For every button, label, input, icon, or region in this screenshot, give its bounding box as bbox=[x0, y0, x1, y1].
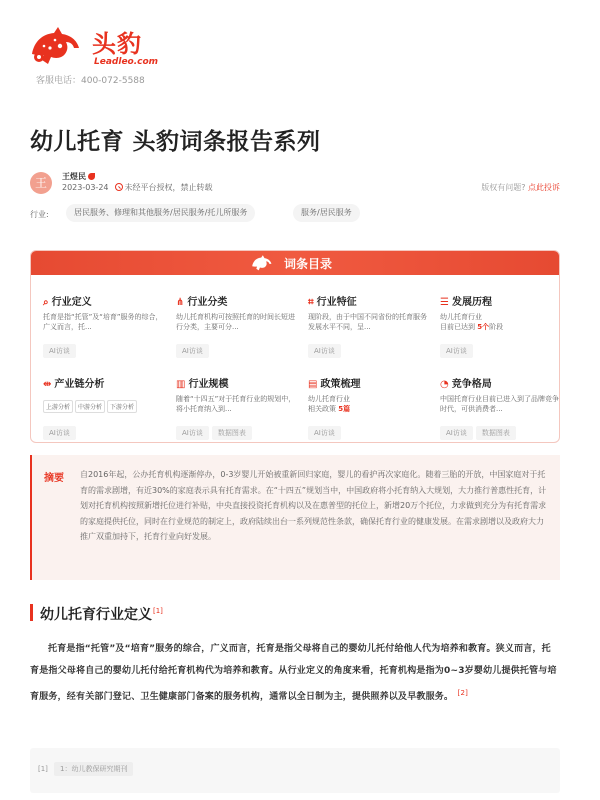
rights-notice: 未经平台授权，禁止转载 bbox=[124, 183, 213, 192]
leopard-logo-icon bbox=[30, 24, 82, 68]
catalog-item-desc: 现阶段，由于中国不同省份的托育服务发展水平不同，呈... bbox=[308, 313, 427, 331]
catalog-panel bbox=[30, 250, 560, 443]
catalog-item-title: 行业特征 bbox=[316, 297, 357, 308]
catalog-title: 词条目录 bbox=[284, 257, 333, 271]
catalog-item-industry-chain[interactable] bbox=[43, 375, 163, 440]
ai-interview-button[interactable]: AI访谈 bbox=[176, 344, 209, 358]
desc-text: 阶段 bbox=[489, 323, 504, 331]
ai-interview-button[interactable]: AI访谈 bbox=[440, 344, 473, 358]
catalog-item-classification[interactable] bbox=[176, 293, 296, 358]
desc-highlight: 5篇 bbox=[338, 405, 351, 413]
ai-interview-button[interactable]: AI访谈 bbox=[176, 426, 209, 440]
data-chart-button[interactable]: 数据图表 bbox=[212, 426, 252, 440]
page-title: 幼儿托育 头豹词条报告系列 bbox=[30, 129, 321, 155]
brand-name: 头豹 bbox=[92, 30, 142, 58]
ai-interview-button[interactable]: AI访谈 bbox=[308, 344, 341, 358]
service-phone: 客服电话：400-072-5588 bbox=[36, 76, 145, 86]
scale-icon: ▥ bbox=[176, 379, 186, 390]
catalog-header bbox=[31, 251, 559, 275]
header-faint-line bbox=[0, 0, 600, 6]
summary-text: 自2016年起，公办托育机构逐渐停办，0-3岁婴儿开始被重新回归家庭，婴儿的看护再次家庭化。随着三胎的开放，中国家庭对于托育的需求剧增，有近30%的家庭表示具有托育需求。在“十四五”规划当中，中国政府将小托育纳入大规划，大力推行普惠性托育，计划对托育机构按照新增托位进行补贴，中央直接投资托育机构以及在惠普型的托位上，新增20万个托位，力求做到充分为有托育需求的家庭提供托位，同时在行业规范的制定上，政府陆续出台一系列规范性条款，确保托育行业的健康发展。在需求剧增以及政府大力推广双重加持下，托育行业向好发展。 bbox=[80, 470, 547, 541]
catalog-item-title: 政策梳理 bbox=[320, 379, 361, 390]
reference-index: [1] bbox=[38, 765, 48, 773]
report-link[interactable]: 点此投诉 bbox=[528, 183, 560, 192]
classification-icon: ⋔ bbox=[176, 297, 185, 308]
section-title-text: 幼儿托育行业定义 bbox=[40, 607, 152, 623]
definition-paragraph bbox=[30, 638, 560, 708]
catalog-item-features[interactable] bbox=[308, 293, 428, 358]
desc-text: 相关政策 bbox=[308, 405, 339, 413]
author-name-line[interactable] bbox=[62, 171, 95, 182]
feature-icon: ⌗ bbox=[308, 297, 314, 308]
author-badge-icon bbox=[88, 173, 95, 180]
definition-text: 托育是指“托管”及“培育”服务的综合，广义而言，托育是指父母将自己的婴幼儿托付给他人代为培养和教育。狭义而言，托育是指父母将自己的婴幼儿托付给托育机构代为培养和教育。从行业定义的角度来看，托育机构是指为0~3岁婴幼儿提供托管与培育服务，经有关部门登记、卫生健康部门备案的服务机构，通常以全日制为主，提供照养以及早教服务。 bbox=[30, 644, 557, 702]
brand-url: Leadleo.com bbox=[94, 57, 159, 67]
catalog-item-title: 行业规模 bbox=[188, 379, 229, 390]
catalog-item-desc bbox=[308, 394, 428, 414]
catalog-item-desc: 中国托育行业目前已进入到了品牌竞争时代，可供消费者... bbox=[440, 395, 559, 413]
catalog-item-desc: 托育是指“托管”及“培育”服务的综合，广义而言，托... bbox=[43, 313, 163, 331]
references-box bbox=[30, 748, 560, 793]
catalog-item-policy[interactable] bbox=[308, 375, 428, 440]
leopard-logo-icon bbox=[251, 254, 273, 272]
section-title bbox=[40, 604, 163, 624]
desc-text: 目前已达到 bbox=[440, 323, 478, 331]
competition-icon: ◔ bbox=[440, 379, 449, 390]
section-marker bbox=[30, 604, 33, 621]
catalog-item-desc: 幼儿托育机构可按照托育的时间长短进行分类，主要可分... bbox=[176, 313, 295, 331]
catalog-item-title: 行业定义 bbox=[51, 297, 92, 308]
catalog-item-desc bbox=[440, 312, 560, 332]
reference-source[interactable]: 1：幼儿教保研究期刊 bbox=[54, 762, 133, 776]
citation-link[interactable]: [2] bbox=[457, 689, 469, 697]
downstream-chip[interactable]: 下游分析 bbox=[107, 400, 137, 413]
catalog-item-title: 行业分类 bbox=[187, 297, 228, 308]
catalog-item-desc: 随着“十四五”对于托育行业的规划中，将小托育纳入到... bbox=[176, 395, 296, 413]
desc-text: 幼儿托育行业 bbox=[308, 395, 350, 403]
meta-row bbox=[62, 182, 213, 193]
desc-highlight: 5个 bbox=[477, 323, 490, 331]
catalog-item-scale[interactable] bbox=[176, 375, 296, 440]
desc-text: 幼儿托育行业 bbox=[440, 313, 482, 321]
ai-interview-button[interactable]: AI访谈 bbox=[43, 344, 76, 358]
ai-interview-button[interactable]: AI访谈 bbox=[308, 426, 341, 440]
summary-box bbox=[30, 455, 560, 580]
industry-label: 行业: bbox=[30, 210, 49, 219]
upstream-chip[interactable]: 上游分析 bbox=[43, 400, 73, 413]
citation-link[interactable]: [1] bbox=[153, 607, 163, 616]
data-chart-button[interactable]: 数据图表 bbox=[476, 426, 516, 440]
catalog-item-title: 竞争格局 bbox=[451, 379, 492, 390]
catalog-item-title: 发展历程 bbox=[451, 297, 492, 308]
author-name: 王煜民 bbox=[62, 172, 86, 181]
industry-tag[interactable]: 服务/居民服务 bbox=[293, 204, 360, 222]
catalog-item-title: 产业链分析 bbox=[54, 379, 105, 390]
policy-icon: ▤ bbox=[308, 379, 318, 390]
catalog-item-history[interactable] bbox=[440, 293, 560, 358]
definition-icon: ⌕ bbox=[43, 297, 49, 308]
chain-icon: ⇹ bbox=[43, 379, 52, 390]
ai-interview-button[interactable]: AI访谈 bbox=[440, 426, 473, 440]
history-icon: ☰ bbox=[440, 297, 449, 308]
avatar: 王 bbox=[30, 172, 52, 194]
publish-date: 2023-03-24 bbox=[62, 183, 109, 192]
industry-tag[interactable]: 居民服务、修理和其他服务/居民服务/托儿所服务 bbox=[66, 204, 255, 222]
copyright-report bbox=[481, 182, 560, 193]
brand-logo[interactable] bbox=[30, 20, 170, 70]
ai-interview-button[interactable]: AI访谈 bbox=[43, 426, 76, 440]
catalog-item-definition[interactable] bbox=[43, 293, 163, 358]
midstream-chip[interactable]: 中游分析 bbox=[75, 400, 105, 413]
prohibited-icon bbox=[115, 183, 123, 191]
catalog-item-competition[interactable] bbox=[440, 375, 560, 440]
report-prompt: 版权有问题? bbox=[481, 183, 526, 192]
summary-label: 摘要 bbox=[44, 473, 64, 484]
